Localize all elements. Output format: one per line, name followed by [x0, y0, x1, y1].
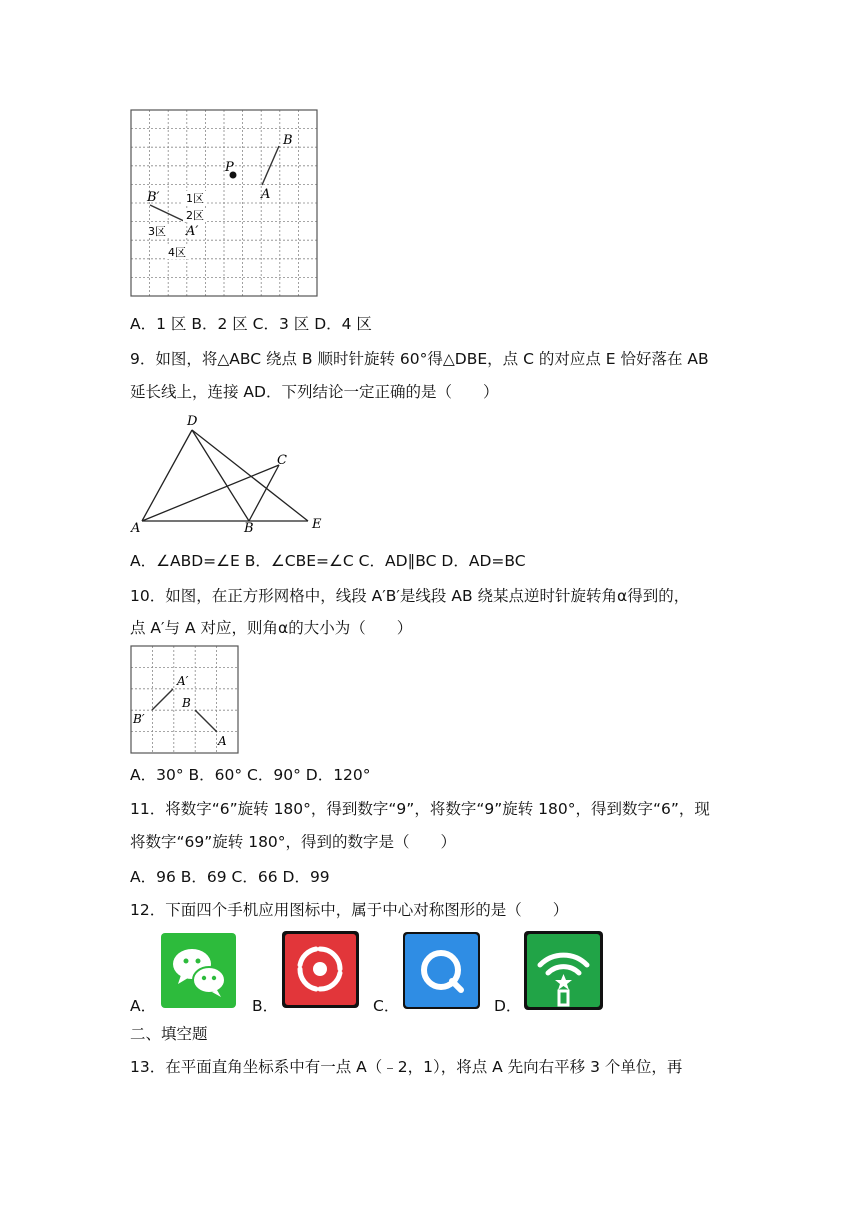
zone-4: 4区 — [168, 246, 186, 259]
q12-option-d-label: D． — [494, 997, 522, 1015]
section-title-fill-in: 二、填空题 — [130, 1025, 208, 1043]
q9-stem-line2: 延长线上，连接 AD．下列结论一定正确的是（ ） — [130, 383, 499, 401]
q11-options: A．96 B．69 C．66 D．99 — [130, 868, 330, 886]
q10-stem-line2: 点 A′与 A 对应，则角α的大小为（ ） — [130, 619, 413, 637]
label-a-prime: A′ — [177, 674, 189, 688]
q12-option-a-label: A． — [130, 997, 157, 1015]
wifi-icon — [524, 931, 603, 1010]
label-d: D — [187, 414, 198, 429]
label-b: B — [182, 696, 191, 710]
q8-grid-figure — [130, 109, 320, 299]
q9-stem-line1: 9．如图，将△ABC 绕点 B 顺时针旋转 60°得△DBE，点 C 的对应点 E 恰好落在 AB — [130, 350, 709, 368]
q9-triangle-figure — [128, 410, 328, 535]
label-a-prime: A′ — [186, 224, 199, 239]
zone-3: 3区 — [148, 225, 166, 238]
label-a: A — [261, 187, 271, 202]
q10-options: A．30° B．60° C．90° D．120° — [130, 766, 371, 784]
label-c: C — [277, 453, 287, 468]
segment-ab — [195, 710, 217, 732]
label-b-prime: B′ — [133, 712, 145, 726]
label-a: A — [131, 521, 141, 535]
label-a: A — [218, 734, 227, 748]
q10-grid-figure — [130, 645, 240, 755]
q12-option-b-label: B． — [252, 997, 279, 1015]
label-b-prime: B′ — [147, 190, 160, 205]
phoenix-news-icon — [282, 931, 359, 1008]
q12-option-c-label: C． — [373, 997, 400, 1015]
wechat-icon — [161, 933, 236, 1008]
q9-options: A．∠ABD=∠E B．∠CBE=∠C C．AD∥BC D．AD=BC — [130, 552, 526, 570]
q12-stem: 12．下面四个手机应用图标中，属于中心对称图形的是（ ） — [130, 901, 569, 919]
label-b: B — [283, 133, 293, 148]
zone-2: 2区 — [186, 209, 204, 222]
search-q-icon — [403, 932, 480, 1009]
label-e: E — [312, 517, 322, 532]
q11-stem-line1: 11．将数字“6”旋转 180°，得到数字“9”，将数字“9”旋转 180°，得到数字“6”，现 — [130, 800, 710, 818]
q10-stem-line1: 10．如图，在正方形网格中，线段 A′B′是线段 AB 绕某点逆时针旋转角α得到的， — [130, 587, 690, 605]
label-p: P — [225, 160, 234, 175]
q13-stem-line1: 13．在平面直角坐标系中有一点 A（﹣2，1），将点 A 先向右平移 3 个单位，再 — [130, 1058, 683, 1076]
zone-1: 1区 — [186, 192, 204, 205]
label-b: B — [244, 521, 254, 535]
segment-a-prime-b-prime — [152, 689, 173, 710]
q8-options: A．1 区 B．2 区 C．3 区 D．4 区 — [130, 315, 372, 333]
q11-stem-line2: 将数字“69”旋转 180°，得到的数字是（ ） — [130, 833, 457, 851]
